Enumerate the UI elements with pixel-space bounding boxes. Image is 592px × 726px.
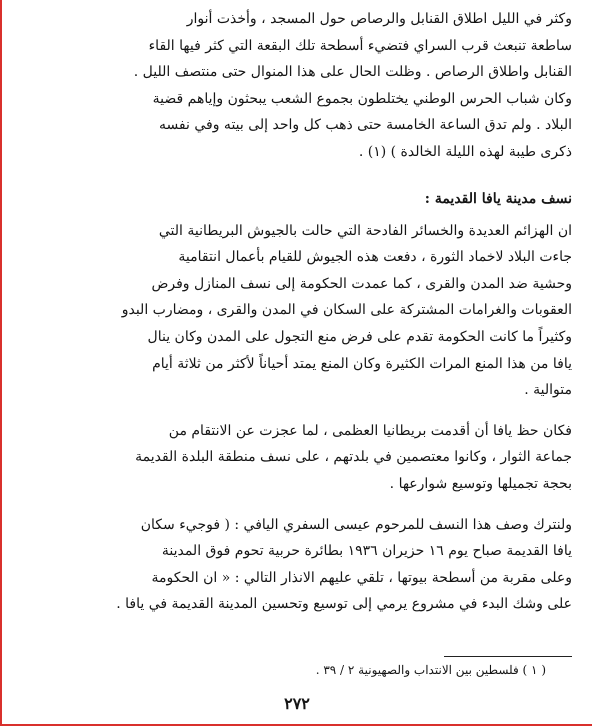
- paragraph-line: وعلى مقربة من أسطحة بيوتها ، تلقي عليهم الانذار التالي : « ان الحكومة: [151, 569, 572, 586]
- footnote-divider: [444, 656, 572, 657]
- paragraph-line: القنابل واطلاق الرصاص . وظلت الحال على هذا المنوال حتى منتصف الليل .: [133, 64, 572, 81]
- paragraph-4: [26, 512, 572, 618]
- paragraph-line: وكان شباب الحرس الوطني يختلطون بجموع الشعب يبحثون وإياهم قضية: [152, 90, 572, 107]
- paragraph-line: يافا من هذا المنع المرات الكثيرة وكان المنع يمتد أحياناً لأكثر من ثلاثة أيام: [152, 355, 572, 372]
- paragraph-line: ذكرى طيبة لهذه الليلة الخالدة ) (١) .: [358, 143, 572, 160]
- paragraph-line: وكثيراً ما كانت الحكومة تقدم على فرض منع التجول على المدن وكان ينال: [147, 328, 572, 345]
- section-heading: نسف مدينة يافا القديمة :: [424, 190, 572, 207]
- paragraph-line: العقوبات والغرامات المشتركة على السكان في المدن والقرى ، ومضارب البدو: [121, 302, 572, 319]
- footnote: ( ١ ) فلسطين بين الانتداب والصهيونية ٢ / ٣٩ .: [315, 663, 546, 677]
- paragraph-line: فكان حظ يافا أن أقدمت بريطانيا العظمى ، لما عجزت عن الانتقام من: [168, 422, 572, 439]
- paragraph-line: ساطعة تنبعث قرب السراي فتضيء أسطحة تلك البقعة التي كثر فيها القاء: [148, 37, 572, 54]
- paragraph-3: [26, 418, 572, 498]
- paragraph-line: جاءت البلاد لاخماد الثورة ، دفعت هذه الجيوش للقيام بأعمال انتقامية: [178, 249, 572, 266]
- paragraph-line: متوالية .: [524, 382, 572, 399]
- page-body: [26, 6, 572, 618]
- paragraph-line: وحشية ضد المدن والقرى ، كما عمدت الحكومة إلى نسف المنازل وفرض: [151, 275, 572, 292]
- paragraph-1: [26, 6, 572, 166]
- page-number: ٢٧٢: [284, 694, 310, 713]
- paragraph-line: وكثر في الليل اطلاق القنابل والرصاص حول المسجد ، وأخذت أنوار: [186, 11, 572, 27]
- paragraph-line: ان الهزائم العديدة والخسائر الفادحة التي حالت بالجيوش البريطانية التي: [158, 222, 572, 239]
- paragraph-line: بحجة تجميلها وتوسيع شوارعها .: [389, 475, 572, 492]
- paragraph-line: جماعة الثوار ، وكانوا معتصمين في بلدتهم ، على نسف منطقة البلدة القديمة: [135, 449, 572, 466]
- paragraph-2: [26, 218, 572, 404]
- paragraph-line: ولنترك وصف هذا النسف للمرحوم عيسى السفري اليافي : ( فوجيء سكان: [140, 516, 572, 533]
- paragraph-line: البلاد . ولم تدق الساعة الخامسة حتى ذهب كل واحد إلى بيته وفي نفسه: [158, 117, 572, 134]
- paragraph-line: على وشك البدء في مشروع يرمي إلى توسيع وتحسين المدينة القديمة في يافا .: [116, 596, 572, 613]
- paragraph-line: يافا القديمة صباح يوم ١٦ حزيران ١٩٣٦ بطائرة حربية تحوم فوق المدينة: [161, 543, 572, 560]
